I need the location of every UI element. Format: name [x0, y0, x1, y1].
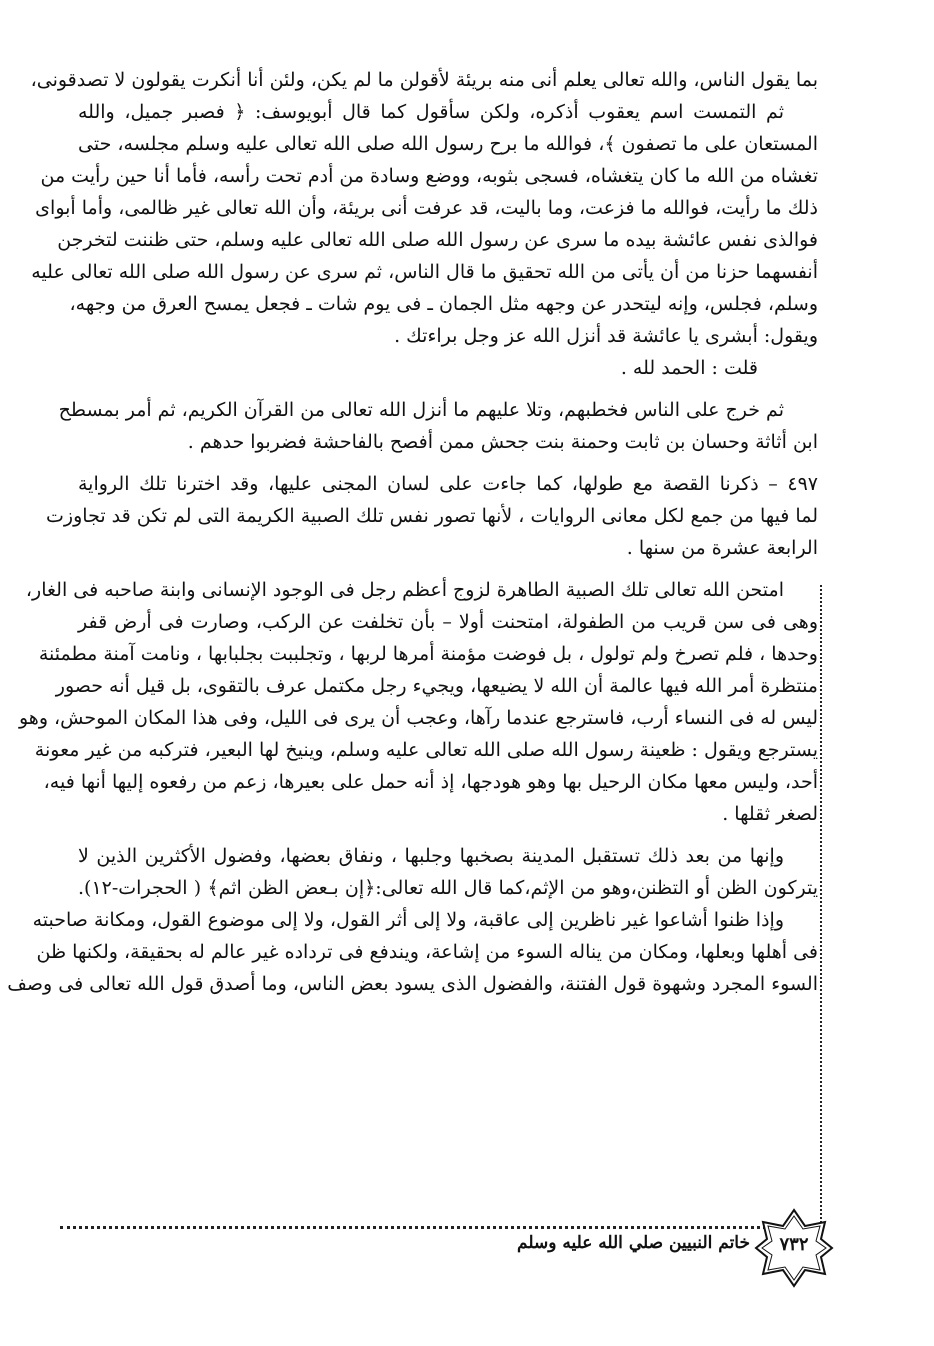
text-line: بما يقول الناس، والله تعالى يعلم أنى منه بريئة لأقولن ما لم يكن، ولئن أنا أنكرت يقولون لا تصدقونى،	[30, 69, 818, 91]
text-line: لصغر ثقلها .	[722, 803, 818, 825]
text-line: وسلم، فجلس، وإنه ليتحدر عن وجهه مثل الجمان ـ فى يوم شات ـ فجعل يمسح العرق من وجهه،	[69, 293, 818, 315]
text-line: منتظرة أمر الله فيها عالمة أن الله لا يضيعها، ويجيء رجل مكتمل عرف بالتقوى، بل قيل أنه حصور	[55, 675, 818, 697]
text-line: لما فيها من جمع لكل معانى الروايات ، لأنها تصور نفس تلك الصبية الكريمة التى لم تكن قد تجاوزت	[46, 505, 818, 527]
text-line: وهى فى سن قريب من الطفولة، امتحنت أولا – بأن تخلفت عن الركب، وصارت فى أرض قفر	[78, 611, 818, 633]
text-line: ويقول: أبشرى يا عائشة قد أنزل الله عز وجل براءتك .	[394, 325, 818, 347]
text-line: ذلك ما رأيت، فوالله ما فزعت، وما باليت، قد عرفت أنى بريئة، وأن الله تعالى غير ظالمى، وأما أبواى	[35, 197, 818, 219]
text-line: وإذا ظنوا أشاعوا غير ناظرين إلى عاقبة، ولا إلى أثر القول، ولا إلى موضوع القول، ومكانة صاحبته	[32, 909, 784, 931]
text-line: يتركون الظن أو التظنن،وهو من الإثم،كما قال الله تعالى:﴿إن بـعض الظن اثم﴾ ( الحجرات-١٢).	[78, 877, 818, 899]
text-line: امتحن الله تعالى تلك الصبية الطاهرة لزوج أعظم رجل فى الوجود الإنسانى وابنة صاحبه فى الغار،	[25, 579, 784, 601]
text-line: وحدها ، فلم تصرخ ولم تولول ، بل فوضت مؤمنة أمرها لربها ، وتجلببت بجلبابها ، ونامت آمنة مطمئنة	[38, 643, 818, 665]
text-line: المستعان على ما تصفون ﴾، فوالله ما برح رسول الله صلى الله تعالى عليه وسلم مجلسه، حتى	[78, 133, 818, 155]
text-line: ثم التمست اسم يعقوب أذكره، ولكن سأقول كما قال أبويوسف: ﴿ فصبر جميل، والله	[78, 101, 784, 123]
text-line: الرابعة عشرة من سنها .	[626, 537, 818, 559]
text-line: أنفسهما حزنا من أن يأتى من الله تحقيق ما قال الناس، ثم سرى عن رسول الله صلى الله تعالى عليه	[31, 261, 818, 283]
text-line: ٤٩٧ – ذكرنا القصة مع طولها، كما جاءت على لسان المجنى عليها، وقد اخترنا تلك الرواية	[78, 473, 818, 495]
text-line: ابن أثاثة وحسان بن ثابت وحمنة بنت جحش ممن أفصح بالفاحشة فضربوا حدهم .	[187, 431, 818, 453]
page-number: ٧٣٢	[779, 1234, 809, 1255]
text-line: ثم خرج على الناس فخطبهم، وتلا عليهم ما أنزل الله تعالى من القرآن الكريم، ثم أمر بمسطح	[58, 399, 784, 421]
text-line: أحد، وليس معها مكان الرحيل بها وهو هودجها، إذ أنه حمل على بعيرها، زعم من رفعوه إليها أنها فيه،	[43, 771, 818, 793]
running-footer-title: خاتم النبيين صلي الله عليه وسلم	[517, 1233, 750, 1253]
page-body	[7, 64, 818, 1000]
text-line: السوء المجرد وشهوة قول الفتنة، والفضول الذى يسود بعض الناس، وما أصدق قول الله تعالى فى وصف	[7, 973, 818, 995]
text-line: فوالذى نفس عائشة بيده ما سرى عن رسول الله صلى الله تعالى عليه وسلم، حتى ظننت لتخرجن	[57, 229, 818, 251]
margin-rule	[820, 585, 822, 1243]
text-line: تغشاه من الله ما كان يتغشاه، فسجى بثوبه، ووضع وسادة من أدم تحت رأسه، فأما أنا حين رأيت من	[40, 165, 818, 187]
text-line: ليس له فى النساء أرب، فاسترجع عندما رآها، وعجب أن يرى فى الليل، وفى هذا المكان الموحش، وهو	[18, 707, 818, 729]
text-line: قلت : الحمد لله .	[620, 357, 758, 379]
text-line: يسترجع ويقول : ظعينة رسول الله صلى الله تعالى عليه وسلم، وينيخ لها البعير، فتركبه من غير معونة	[34, 739, 818, 761]
text-line: وإنها من بعد ذلك تستقبل المدينة بصخبها وجلبها ، ونفاق بعضها، وفضول الأكثرين الذين لا	[78, 845, 784, 867]
text-line: فى أهلها وبعلها، ومكان من يناله السوء من إشاعة، ويندفع فى ترداده غير عالم له بحقيقة، ولكنها ظن	[36, 941, 818, 963]
footer-rule	[60, 1226, 790, 1229]
